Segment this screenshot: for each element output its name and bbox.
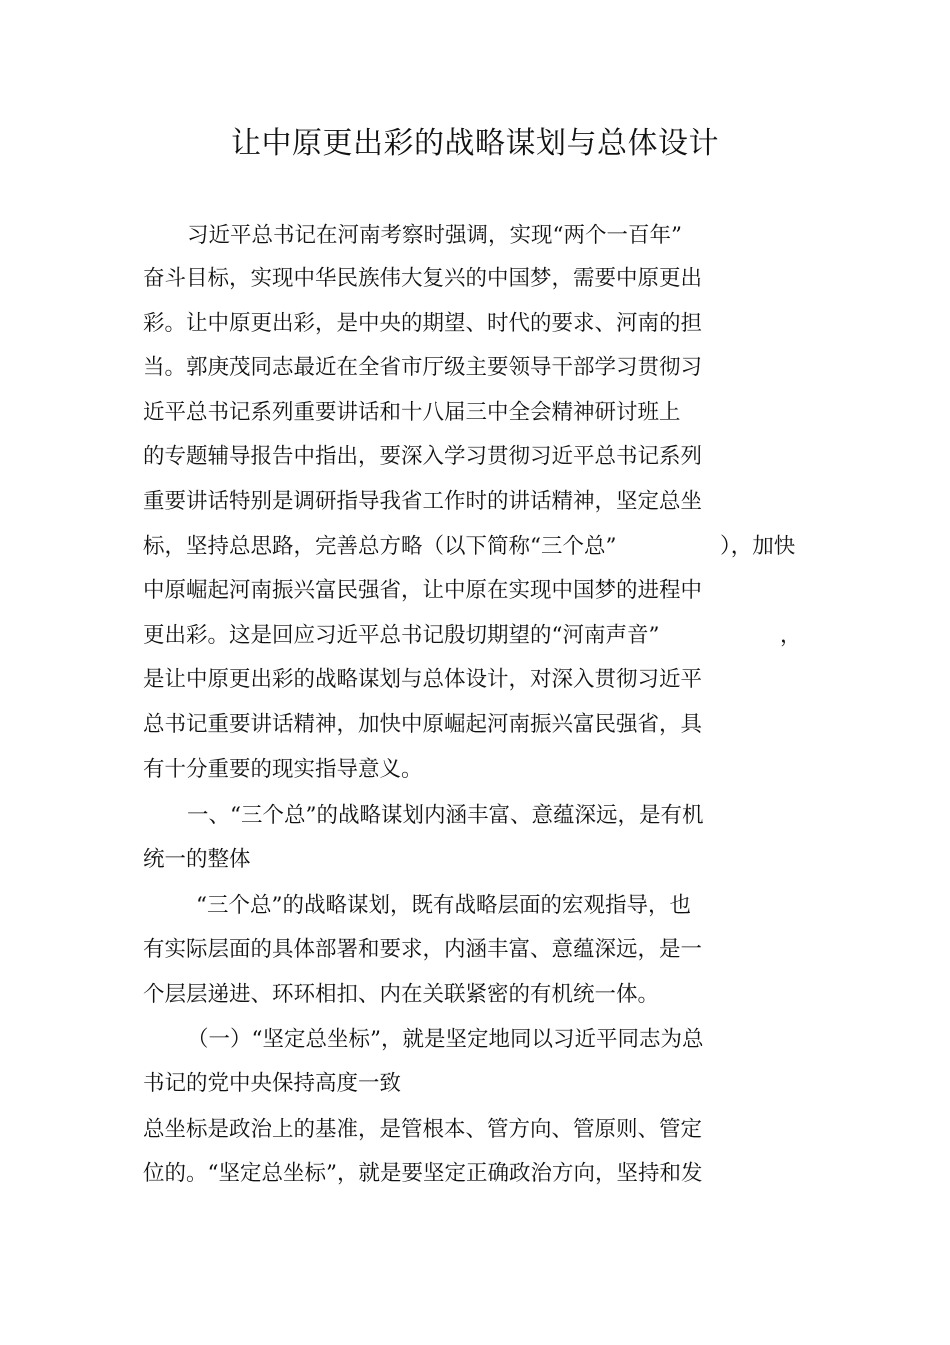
paragraph-line: 的专题辅导报告中指出，要深入学习贯彻习近平总书记系列	[143, 444, 703, 469]
paragraph-line: “三个总”的战略谋划，既有战略层面的宏观指导，也	[196, 893, 691, 918]
paragraph-line: 重要讲话特别是调研指导我省工作时的讲话精神，坚定总坐	[143, 489, 703, 514]
paragraph-line: 当。郭庚茂同志最近在全省市厅级主要领导干部学习贯彻习	[143, 355, 703, 380]
paragraph-line: 习近平总书记在河南考察时强调，实现“两个一百年”	[187, 223, 682, 248]
subsection-heading-line: （一）“坚定总坐标”，就是坚定地同以习近平同志为总	[187, 1027, 704, 1052]
paragraph-line: 位的。“坚定总坐标”，就是要坚定正确政治方向，坚持和发	[143, 1161, 703, 1186]
paragraph-line: 中原崛起河南振兴富民强省，让中原在实现中国梦的进程中	[143, 578, 703, 603]
paragraph-line: 标，坚持总思路，完善总方略（以下简称“三个总”	[143, 534, 617, 559]
paragraph-line: 总书记重要讲话精神，加快中原崛起河南振兴富民强省，具	[143, 712, 703, 737]
section-heading-line: 统一的整体	[143, 847, 251, 872]
paragraph-line: 彩。让中原更出彩，是中央的期望、时代的要求、河南的担	[143, 311, 703, 336]
paragraph-line-trail: ），加快	[720, 534, 796, 559]
paragraph-line: 有实际层面的具体部署和要求，内涵丰富、意蕴深远，是一	[143, 937, 703, 962]
paragraph-line: 个层层递进、环环相扣、内在关联紧密的有机统一体。	[143, 982, 660, 1007]
document-title: 让中原更出彩的战略谋划与总体设计	[231, 126, 719, 161]
section-heading-line: 一、“三个总”的战略谋划内涵丰富、意蕴深远，是有机	[187, 803, 704, 828]
paragraph-line: 奋斗目标，实现中华民族伟大复兴的中国梦，需要中原更出	[143, 266, 703, 291]
paragraph-line: 总坐标是政治上的基准，是管根本、管方向、管原则、管定	[143, 1117, 703, 1142]
paragraph-line: 近平总书记系列重要讲话和十八届三中全会精神研讨班上	[143, 400, 681, 425]
paragraph-line: 更出彩。这是回应习近平总书记殷切期望的“河南声音”	[143, 623, 660, 648]
paragraph-line: 是让中原更出彩的战略谋划与总体设计，对深入贯彻习近平	[143, 667, 703, 692]
paragraph-line-trail: ，	[780, 623, 802, 648]
subsection-heading-line: 书记的党中央保持高度一致	[143, 1071, 402, 1096]
paragraph-line: 有十分重要的现实指导意义。	[143, 757, 423, 782]
